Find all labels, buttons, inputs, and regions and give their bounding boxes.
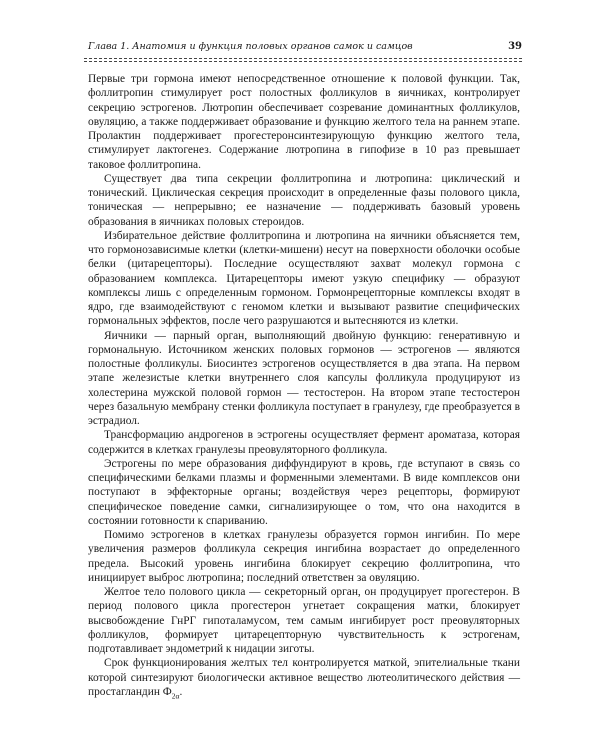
body-text — [88, 72, 520, 699]
paragraph-last — [88, 656, 520, 699]
subscript: 2α — [171, 691, 180, 701]
paragraph-end: . — [179, 685, 183, 698]
paragraph: Желтое тело полового цикла — секреторный орган, он продуцирует прогестерон. В период полового цикла прогестерон угнетает сокращения матки, блокирует высвобождение ГнРГ гипоталамусом, тем самым ингибирует рост преовуляторных фолликулов, формирует цитарецепторную чувствительность к эстрогенам, подготавливает эндометрий к нидации зиготы. — [88, 586, 520, 655]
paragraph: Избирательное действие фоллитропина и лютропина на яичники объясняется тем, что гормонозависимые клетки (клетки-мишени) несут на поверхности оболочки особые белки (цитарецепторы). Последние осуществляют захват молекул гормона с образованием комплекса. Цитарецепторы имеют узкую специфику — образуют комплексы лишь с определенным гормоном. Гормонрецепторные комплексы входят в ядро, где взаимодействуют с геномом клетки и вызывают развитие специфических гормональных эффектов, после чего разрушаются и вытесняются из клетки. — [88, 229, 520, 328]
header-rule — [84, 58, 524, 62]
running-header — [84, 40, 522, 54]
paragraph: Яичники — парный орган, выполняющий двойную функцию: генеративную и гормональную. Источником женских половых гормонов — эстрогенов — являются полостные фолликулы. Биосинтез эстрогенов осуществляется в два этапа. На первом этапе железистые клетки внутреннего слоя капсулы фолликула продуцируют из холестерина мужской половой гормон — тестостерон. На втором этапе тестостерон через базальную мембрану стенки фолликула поступает в гранулезу, где преобразуется в эстрадиол. — [88, 329, 520, 427]
paragraph: Помимо эстрогенов в клетках гранулезы образуется гормон ингибин. По мере увеличения размеров фолликула секреция ингибина возрастает до определенного предела. Высокий уровень ингибина блокирует секрецию фоллитропина, что инициирует выброс лютропина; последний ответствен за овуляцию. — [88, 529, 520, 584]
page-number: 39 — [508, 41, 522, 52]
paragraph: Существует два типа секреции фоллитропина и лютропина: циклический и тонический. Циклическая секреция происходит в определенные фазы полового цикла, тоническая — непрерывно; ее назначение — поддерживать базовый уровень образования в яичниках половых стероидов. — [88, 172, 520, 228]
running-title: Глава 1. Анатомия и функция половых органов самок и самцов — [88, 41, 413, 52]
paragraph: Эстрогены по мере образования диффундируют в кровь, где вступают в связь со специфическими белками плазмы и форменными элементами. В виде комплексов они поступают в эффекторные органы; воздействуя через рецепторы, формируют специфическое поведение самки, сигнализирующее о том, что она находится в состоянии готовности к спариванию. — [88, 457, 520, 527]
paragraph: Трансформацию андрогенов в эстрогены осуществляет фермент ароматаза, которая содержится в клетках гранулезы преовуляторного фолликула. — [88, 429, 520, 456]
paragraph: Первые три гормона имеют непосредственное отношение к половой функции. Так, фоллитропин стимулирует рост полостных фолликулов в яичниках, контролирует секрецию эстрогенов. Лютропин обеспечивает созревание доминантных фолликулов, овуляцию, а также поддерживает образование и функцию желтого тела на раннем этапе. Пролактин поддерживает прогестеронсинтезирующую функцию желтого тела, стимулирует лактогенез. Содержание лютропина в гипофизе в 10 раз превышает таковое фоллитропина. — [88, 73, 520, 171]
paragraph-text: Срок функционирования желтых тел контролируется маткой, эпителиальные ткани которой синтезируют биологически активное вещество лютеолитического действия — простагландин Ф — [88, 657, 520, 698]
